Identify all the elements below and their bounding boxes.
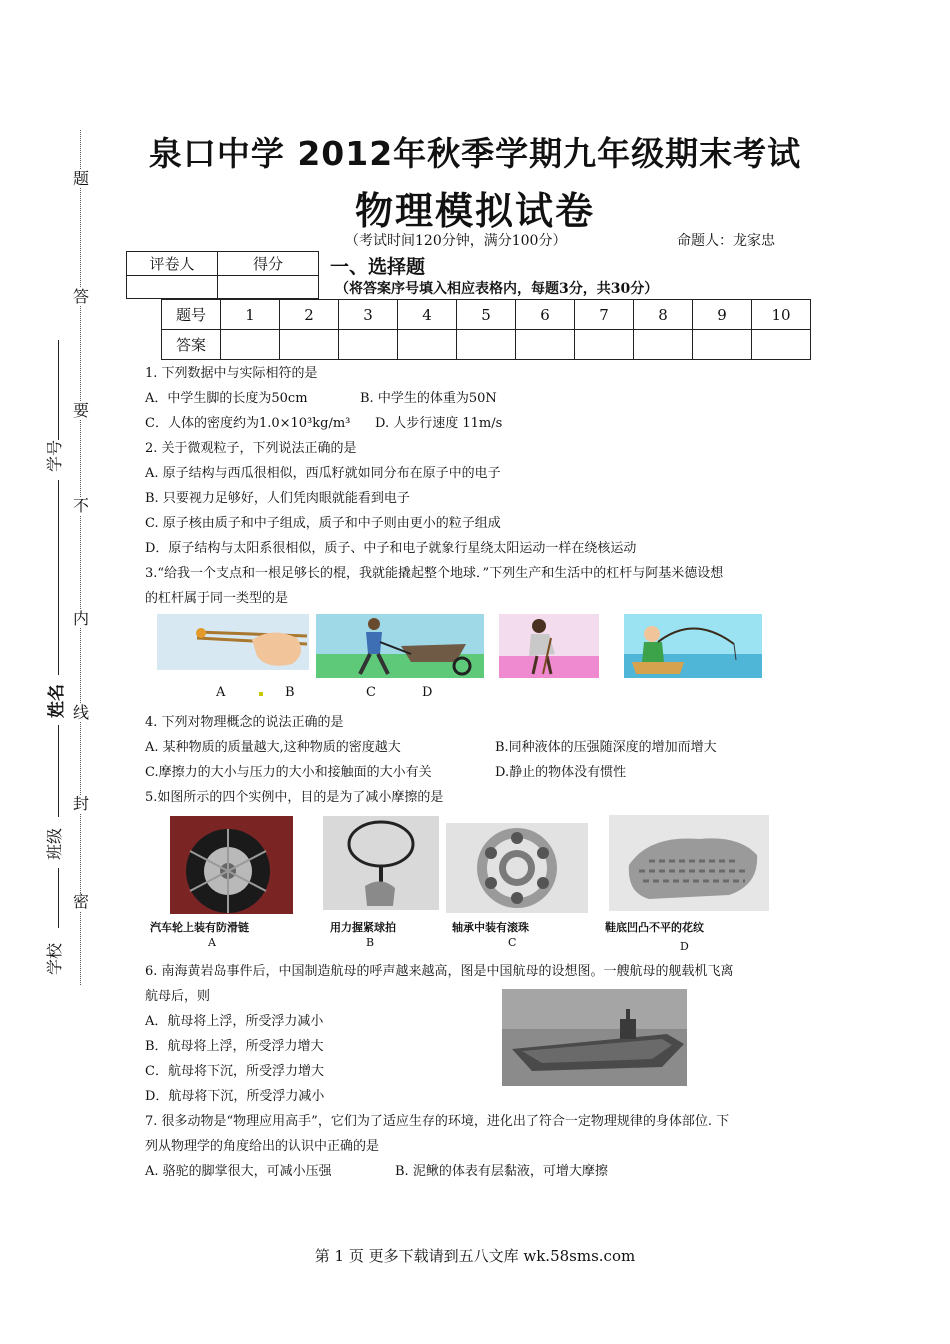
q4-option-a: A. 某种物质的质量越大,这种物质的密度越大 [145, 740, 401, 755]
name-line [58, 480, 59, 675]
section-title: 一、选择题 [330, 256, 426, 278]
grader-table [126, 251, 319, 299]
answer-cell[interactable] [516, 330, 575, 360]
question-number: 10 [752, 300, 811, 330]
grader-cell [127, 276, 218, 299]
q4-option-b: B.同种液体的压强随深度的增加而增大 [495, 740, 717, 755]
chopsticks-image [157, 614, 309, 670]
question-number: 9 [693, 300, 752, 330]
q3-label-d: D [422, 685, 433, 700]
q6-option-c: C．航母将下沉，所受浮力增大 [145, 1064, 324, 1079]
broom-image [499, 614, 599, 678]
q5-letter-a: A [208, 936, 216, 949]
q3-label-c: C [366, 685, 376, 700]
ball-bearing-image [446, 823, 588, 913]
q5-caption-a: 汽车轮上装有防滑链 [150, 921, 249, 934]
q5-caption-c: 轴承中装有滚珠 [452, 921, 529, 934]
q5-caption-d: 鞋底凹凸不平的花纹 [605, 921, 704, 934]
answer-cell[interactable] [634, 330, 693, 360]
wheelbarrow-image [316, 614, 484, 678]
q7-option-b: B. 泥鳅的体表有层黏液，可增大摩擦 [395, 1164, 608, 1179]
q2-option-d: D．原子结构与太阳系很相似，质子、中子和电子就象行星绕太阳运动一样在绕核运动 [145, 541, 637, 556]
seal-char: 答 [72, 287, 89, 306]
class-line [58, 725, 59, 817]
exam-title: 泉口中学 2012年秋季学期九年级期末考试 [148, 134, 802, 173]
seal-char: 题 [72, 169, 89, 188]
snow-chain-tire-image [170, 816, 293, 914]
question-number: 7 [575, 300, 634, 330]
aircraft-carrier-image [502, 989, 687, 1086]
q2-option-c: C. 原子核由质子和中子组成，质子和中子则由更小的粒子组成 [145, 516, 501, 531]
yellow-dot [259, 692, 263, 696]
answer-cell[interactable] [457, 330, 516, 360]
question-number: 1 [221, 300, 280, 330]
q7-option-a: A. 骆驼的脚掌很大，可减小压强 [145, 1164, 332, 1179]
seal-char: 线 [72, 703, 89, 722]
q3-label-a: A [216, 685, 226, 700]
q4-option-d: D.静止的物体没有惯性 [495, 765, 627, 780]
q6-option-d: D．航母将下沉，所受浮力减小 [145, 1089, 325, 1104]
q1-option-a: A．中学生脚的长度为50cm [145, 391, 308, 406]
q4-option-c: C.摩擦力的大小与压力的大小和接触面的大小有关 [145, 765, 432, 780]
grader-header: 评卷人 [127, 252, 218, 276]
binding-dotted-line [80, 130, 81, 985]
q5-caption-b: 用力握紧球拍 [330, 921, 396, 934]
q7-stem: 7. 很多动物是“物理应用高手”，它们为了适应生存的环境，进化出了符合一定物理规律的身体部位. 下 [145, 1114, 730, 1129]
answer-table-row-label: 答案 [162, 330, 221, 360]
answer-cell[interactable] [339, 330, 398, 360]
seal-char: 封 [72, 794, 89, 813]
seal-char: 要 [72, 401, 89, 420]
answer-table-row-label: 题号 [162, 300, 221, 330]
q6-stem: 6. 南海黄岩岛事件后，中国制造航母的呼声越来越高，图是中国航母的设想图。一艘航母的舰载机飞离 [145, 964, 734, 979]
q2-stem: 2. 关于微观粒子，下列说法正确的是 [145, 441, 357, 456]
q6-option-a: A．航母将上浮，所受浮力减小 [145, 1014, 324, 1029]
score-header: 得分 [218, 252, 319, 276]
q4-stem: 4. 下列对物理概念的说法正确的是 [145, 715, 344, 730]
racket-image [323, 816, 439, 910]
q6-option-b: B．航母将上浮，所受浮力增大 [145, 1039, 324, 1054]
question-number: 4 [398, 300, 457, 330]
answer-cell[interactable] [221, 330, 280, 360]
question-number: 3 [339, 300, 398, 330]
q1-stem: 1. 下列数据中与实际相符的是 [145, 366, 318, 381]
seal-char: 不 [72, 496, 89, 515]
q3-stem: 3.“给我一个支点和一根足够长的棍，我就能撬起整个地球．”下列生产和生活中的杠杆与阿基米德设想 [145, 566, 724, 581]
seal-char: 内 [72, 609, 89, 628]
answer-cell[interactable] [693, 330, 752, 360]
question-number: 2 [280, 300, 339, 330]
answer-cell[interactable] [575, 330, 634, 360]
q1-option-b: B. 中学生的体重为50N [360, 391, 497, 406]
exam-author: 命题人：龙家忠 [677, 233, 775, 249]
question-number: 6 [516, 300, 575, 330]
q5-letter-c: C [508, 936, 517, 949]
question-number: 8 [634, 300, 693, 330]
q5-letter-d: D [680, 940, 689, 953]
q1-option-d: D. 人步行速度 11m/s [375, 416, 503, 431]
student-no-line [58, 340, 59, 440]
q2-option-a: A. 原子结构与西瓜很相似，西瓜籽就如同分布在原子中的电子 [145, 466, 501, 481]
school-label: 学校 [45, 942, 64, 975]
q3-stem-cont: 的杠杆属于同一类型的是 [145, 591, 289, 606]
section-note: （将答案序号填入相应表格内，每题3分，共30分） [335, 281, 659, 297]
answer-cell[interactable] [398, 330, 457, 360]
seal-char: 密 [72, 892, 89, 911]
q3-label-b: B [285, 685, 295, 700]
q6-stem-cont: 航母后，则 [145, 989, 211, 1004]
answer-table [161, 299, 811, 360]
student-no-label: 学号 [45, 439, 64, 472]
q5-stem: 5.如图所示的四个实例中，目的是为了减小摩擦的是 [145, 790, 444, 805]
q2-option-b: B. 只要视力足够好，人们凭肉眼就能看到电子 [145, 491, 410, 506]
class-label: 班级 [45, 827, 64, 860]
shoe-sole-image [609, 815, 769, 911]
score-cell [218, 276, 319, 299]
exam-subtitle: 物理模拟试卷 [354, 189, 595, 233]
fishing-image [624, 614, 762, 678]
question-number: 5 [457, 300, 516, 330]
school-line [58, 868, 59, 928]
q7-stem-cont: 列从物理学的角度给出的认识中正确的是 [145, 1139, 380, 1154]
q1-option-c: C．人体的密度约为1.0×10³kg/m³ [145, 416, 351, 431]
q5-letter-b: B [366, 936, 375, 949]
name-label: 姓名 [47, 684, 67, 718]
answer-cell[interactable] [752, 330, 811, 360]
exam-info: （考试时间120分钟，满分100分） [345, 233, 567, 249]
answer-cell[interactable] [280, 330, 339, 360]
page-footer: 第 1 页 更多下载请到五八文库 wk.58sms.com [314, 1247, 636, 1265]
